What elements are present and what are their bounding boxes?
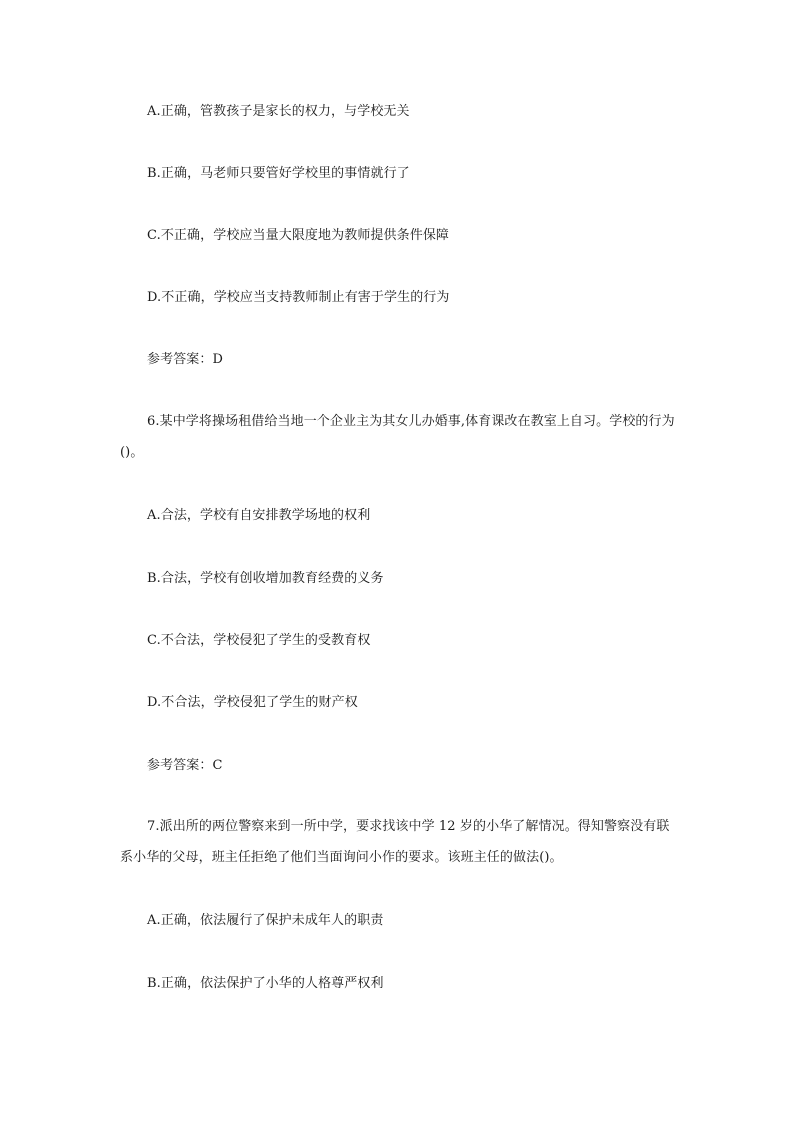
q5-answer: 参考答案：D (147, 352, 224, 367)
q7-option-b: B.正确，依法保护了小华的人格尊严权利 (147, 976, 384, 991)
q5-option-a: A.正确，管教孩子是家长的权力，与学校无关 (147, 104, 410, 119)
q6-option-a: A.合法，学校有自安排教学场地的权利 (147, 508, 371, 523)
q6-option-c: C.不合法，学校侵犯了学生的受教育权 (147, 633, 371, 648)
q6-question: 6.某中学将操场租借给当地一个企业主为其女儿办婚事,体育课改在教室上自习。学校的行为()。 (120, 414, 675, 460)
q5-option-d: D.不正确，学校应当支持教师制止有害于学生的行为 (147, 290, 450, 305)
q6-option-b: B.合法，学校有创收增加教育经费的义务 (147, 571, 384, 586)
q6-option-d: D.不合法，学校侵犯了学生的财产权 (147, 695, 358, 710)
q5-option-b: B.正确，马老师只要管好学校里的事情就行了 (147, 166, 410, 181)
q7-option-a: A.正确，依法履行了保护未成年人的职责 (147, 913, 384, 928)
q6-answer: 参考答案：C (147, 758, 223, 773)
q7-question: 7.派出所的两位警察来到一所中学，要求找该中学 12 岁的小华了解情况。得知警察没有联系小华的父母，班主任拒绝了他们当面询问小作的要求。该班主任的做法()。 (120, 819, 670, 865)
q5-option-c: C.不正确，学校应当量大限度地为教师提供条件保障 (147, 228, 450, 243)
